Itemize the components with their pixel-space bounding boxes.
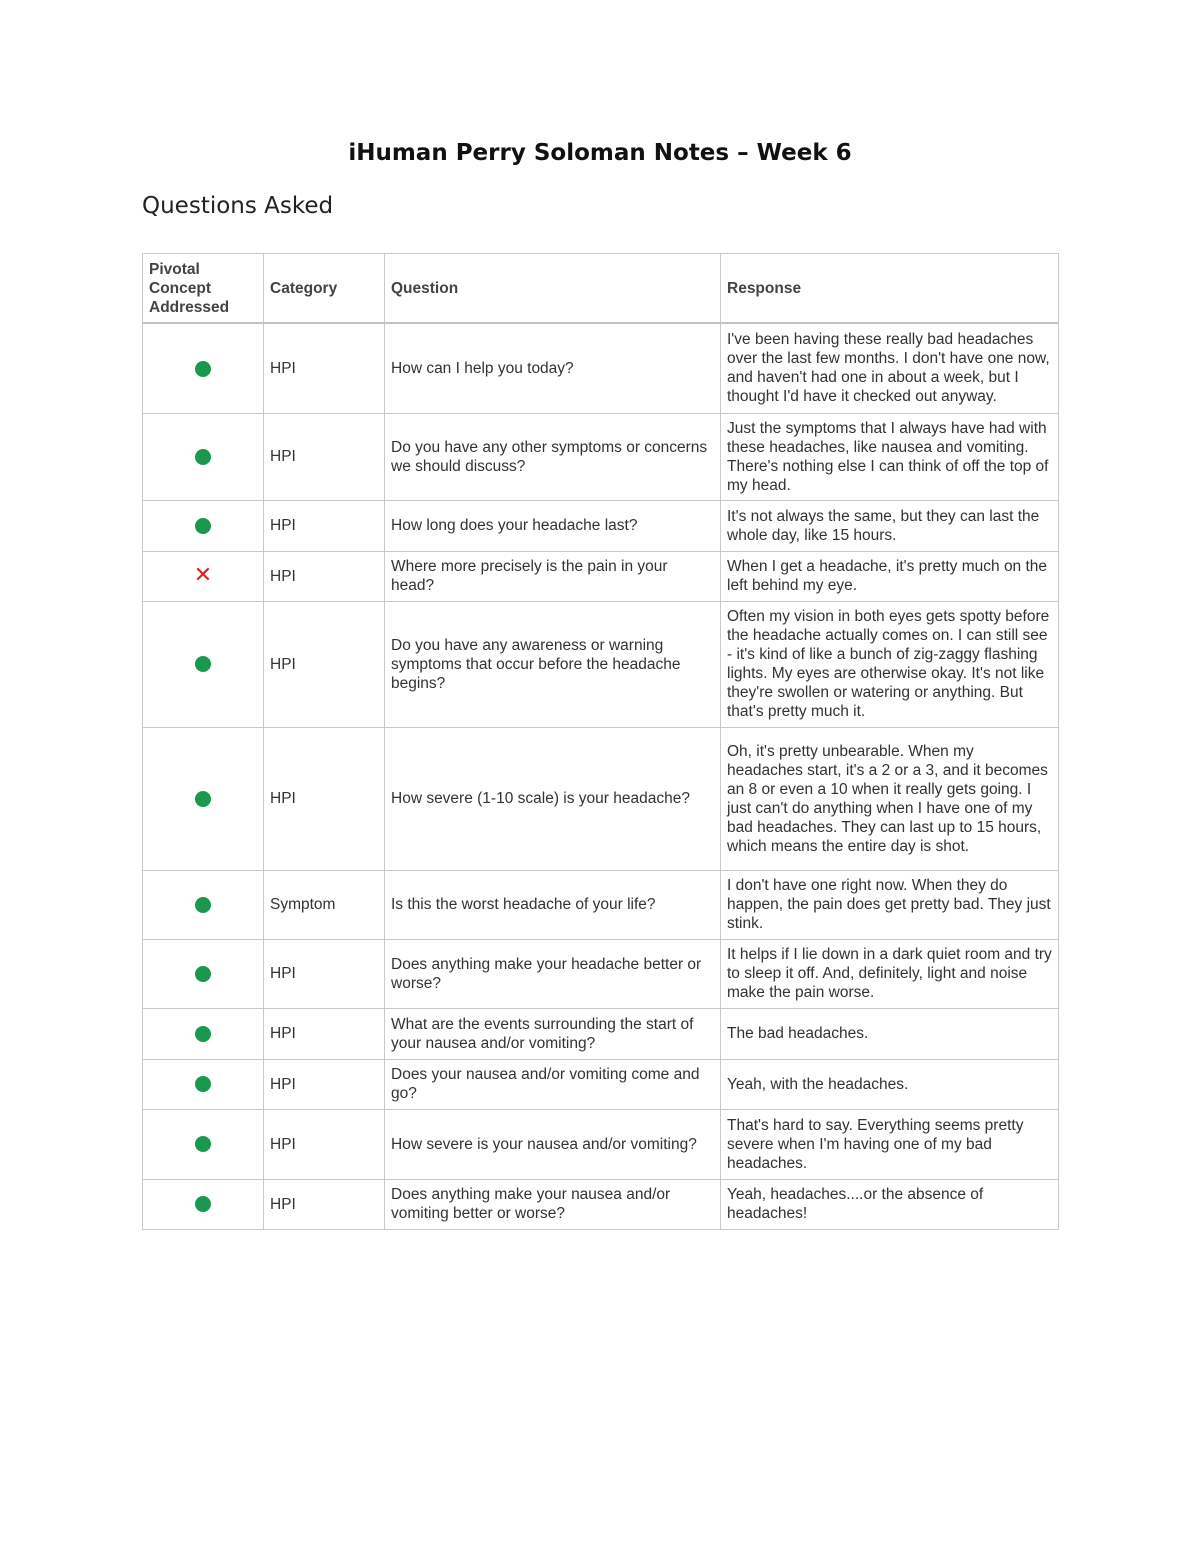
question-cell: How severe (1-10 scale) is your headache? bbox=[385, 727, 721, 870]
table-row bbox=[143, 551, 1059, 601]
response-cell: I don't have one right now. When they do happen, the pain does get pretty bad. They just stink. bbox=[721, 870, 1059, 939]
question-cell: Does anything make your headache better or worse? bbox=[385, 939, 721, 1008]
check-dot-icon bbox=[195, 656, 211, 672]
question-cell: Do you have any other symptoms or concerns we should discuss? bbox=[385, 413, 721, 500]
table-row bbox=[143, 1179, 1059, 1229]
table-row bbox=[143, 1109, 1059, 1179]
question-cell: Does anything make your nausea and/or vomiting better or worse? bbox=[385, 1179, 721, 1229]
header-question: Question bbox=[385, 254, 721, 324]
pivotal-cell bbox=[143, 1109, 264, 1179]
pivotal-cell bbox=[143, 500, 264, 551]
response-cell: When I get a headache, it's pretty much on the left behind my eye. bbox=[721, 551, 1059, 601]
table-row bbox=[143, 1008, 1059, 1059]
pivotal-cell bbox=[143, 323, 264, 413]
response-cell: It helps if I lie down in a dark quiet room and try to sleep it off. And, definitely, light and noise make the pain worse. bbox=[721, 939, 1059, 1008]
response-cell: Yeah, headaches....or the absence of headaches! bbox=[721, 1179, 1059, 1229]
response-cell: The bad headaches. bbox=[721, 1008, 1059, 1059]
response-cell: Just the symptoms that I always have had with these headaches, like nausea and vomiting. There's nothing else I can think of off the top of my head. bbox=[721, 413, 1059, 500]
pivotal-cell bbox=[143, 551, 264, 601]
header-response: Response bbox=[721, 254, 1059, 324]
response-cell: It's not always the same, but they can last the whole day, like 15 hours. bbox=[721, 500, 1059, 551]
table-row bbox=[143, 323, 1059, 413]
question-cell: Does your nausea and/or vomiting come and go? bbox=[385, 1059, 721, 1109]
check-dot-icon bbox=[195, 966, 211, 982]
category-cell: HPI bbox=[264, 727, 385, 870]
document-title: iHuman Perry Soloman Notes – Week 6 bbox=[348, 140, 852, 166]
response-cell: Yeah, with the headaches. bbox=[721, 1059, 1059, 1109]
check-dot-icon bbox=[195, 1026, 211, 1042]
category-cell: HPI bbox=[264, 1179, 385, 1229]
response-cell: Often my vision in both eyes gets spotty before the headache actually comes on. I can still see - it's kind of like a bunch of zig-zaggy flashing lights. My eyes are otherwise okay. It's not like they're swollen or watering or anything. But that's pretty much it. bbox=[721, 601, 1059, 727]
check-dot-icon bbox=[195, 897, 211, 913]
questions-table bbox=[142, 253, 1059, 1230]
section-heading: Questions Asked bbox=[142, 193, 334, 219]
response-cell: Oh, it's pretty unbearable. When my headaches start, it's a 2 or a 3, and it becomes an 8 or even a 10 when it really gets going. I just can't do anything when I have one of my bad headaches. They can last up to 15 hours, which means the entire day is shot. bbox=[721, 727, 1059, 870]
pivotal-cell bbox=[143, 939, 264, 1008]
response-cell: That's hard to say. Everything seems pretty severe when I'm having one of my bad headaches. bbox=[721, 1109, 1059, 1179]
table-row bbox=[143, 500, 1059, 551]
check-dot-icon bbox=[195, 1196, 211, 1212]
header-pivotal: Pivotal Concept Addressed bbox=[143, 254, 264, 324]
question-cell: How long does your headache last? bbox=[385, 500, 721, 551]
questions-table-container bbox=[142, 253, 1058, 1230]
question-cell: Where more precisely is the pain in your head? bbox=[385, 551, 721, 601]
category-cell: HPI bbox=[264, 1109, 385, 1179]
check-dot-icon bbox=[195, 361, 211, 377]
pivotal-cell bbox=[143, 727, 264, 870]
pivotal-cell bbox=[143, 1059, 264, 1109]
x-mark-icon: ✕ bbox=[193, 563, 213, 588]
category-cell: HPI bbox=[264, 1008, 385, 1059]
table-row bbox=[143, 1059, 1059, 1109]
category-cell: HPI bbox=[264, 939, 385, 1008]
pivotal-cell bbox=[143, 1179, 264, 1229]
check-dot-icon bbox=[195, 1076, 211, 1092]
check-dot-icon bbox=[195, 518, 211, 534]
table-row bbox=[143, 727, 1059, 870]
table-header-row bbox=[143, 254, 1059, 324]
question-cell: Is this the worst headache of your life? bbox=[385, 870, 721, 939]
table-row bbox=[143, 413, 1059, 500]
question-cell: How severe is your nausea and/or vomiting? bbox=[385, 1109, 721, 1179]
table-row bbox=[143, 601, 1059, 727]
pivotal-cell bbox=[143, 413, 264, 500]
category-cell: HPI bbox=[264, 323, 385, 413]
category-cell: Symptom bbox=[264, 870, 385, 939]
pivotal-cell bbox=[143, 1008, 264, 1059]
category-cell: HPI bbox=[264, 413, 385, 500]
category-cell: HPI bbox=[264, 1059, 385, 1109]
pivotal-cell bbox=[143, 870, 264, 939]
question-cell: Do you have any awareness or warning symptoms that occur before the headache begins? bbox=[385, 601, 721, 727]
category-cell: HPI bbox=[264, 601, 385, 727]
check-dot-icon bbox=[195, 1136, 211, 1152]
question-cell: How can I help you today? bbox=[385, 323, 721, 413]
table-row bbox=[143, 870, 1059, 939]
header-category: Category bbox=[264, 254, 385, 324]
category-cell: HPI bbox=[264, 551, 385, 601]
check-dot-icon bbox=[195, 449, 211, 465]
pivotal-cell bbox=[143, 601, 264, 727]
check-dot-icon bbox=[195, 791, 211, 807]
table-row bbox=[143, 939, 1059, 1008]
response-cell: I've been having these really bad headaches over the last few months. I don't have one now, and haven't had one in about a week, but I thought I'd have it checked out anyway. bbox=[721, 323, 1059, 413]
category-cell: HPI bbox=[264, 500, 385, 551]
question-cell: What are the events surrounding the start of your nausea and/or vomiting? bbox=[385, 1008, 721, 1059]
